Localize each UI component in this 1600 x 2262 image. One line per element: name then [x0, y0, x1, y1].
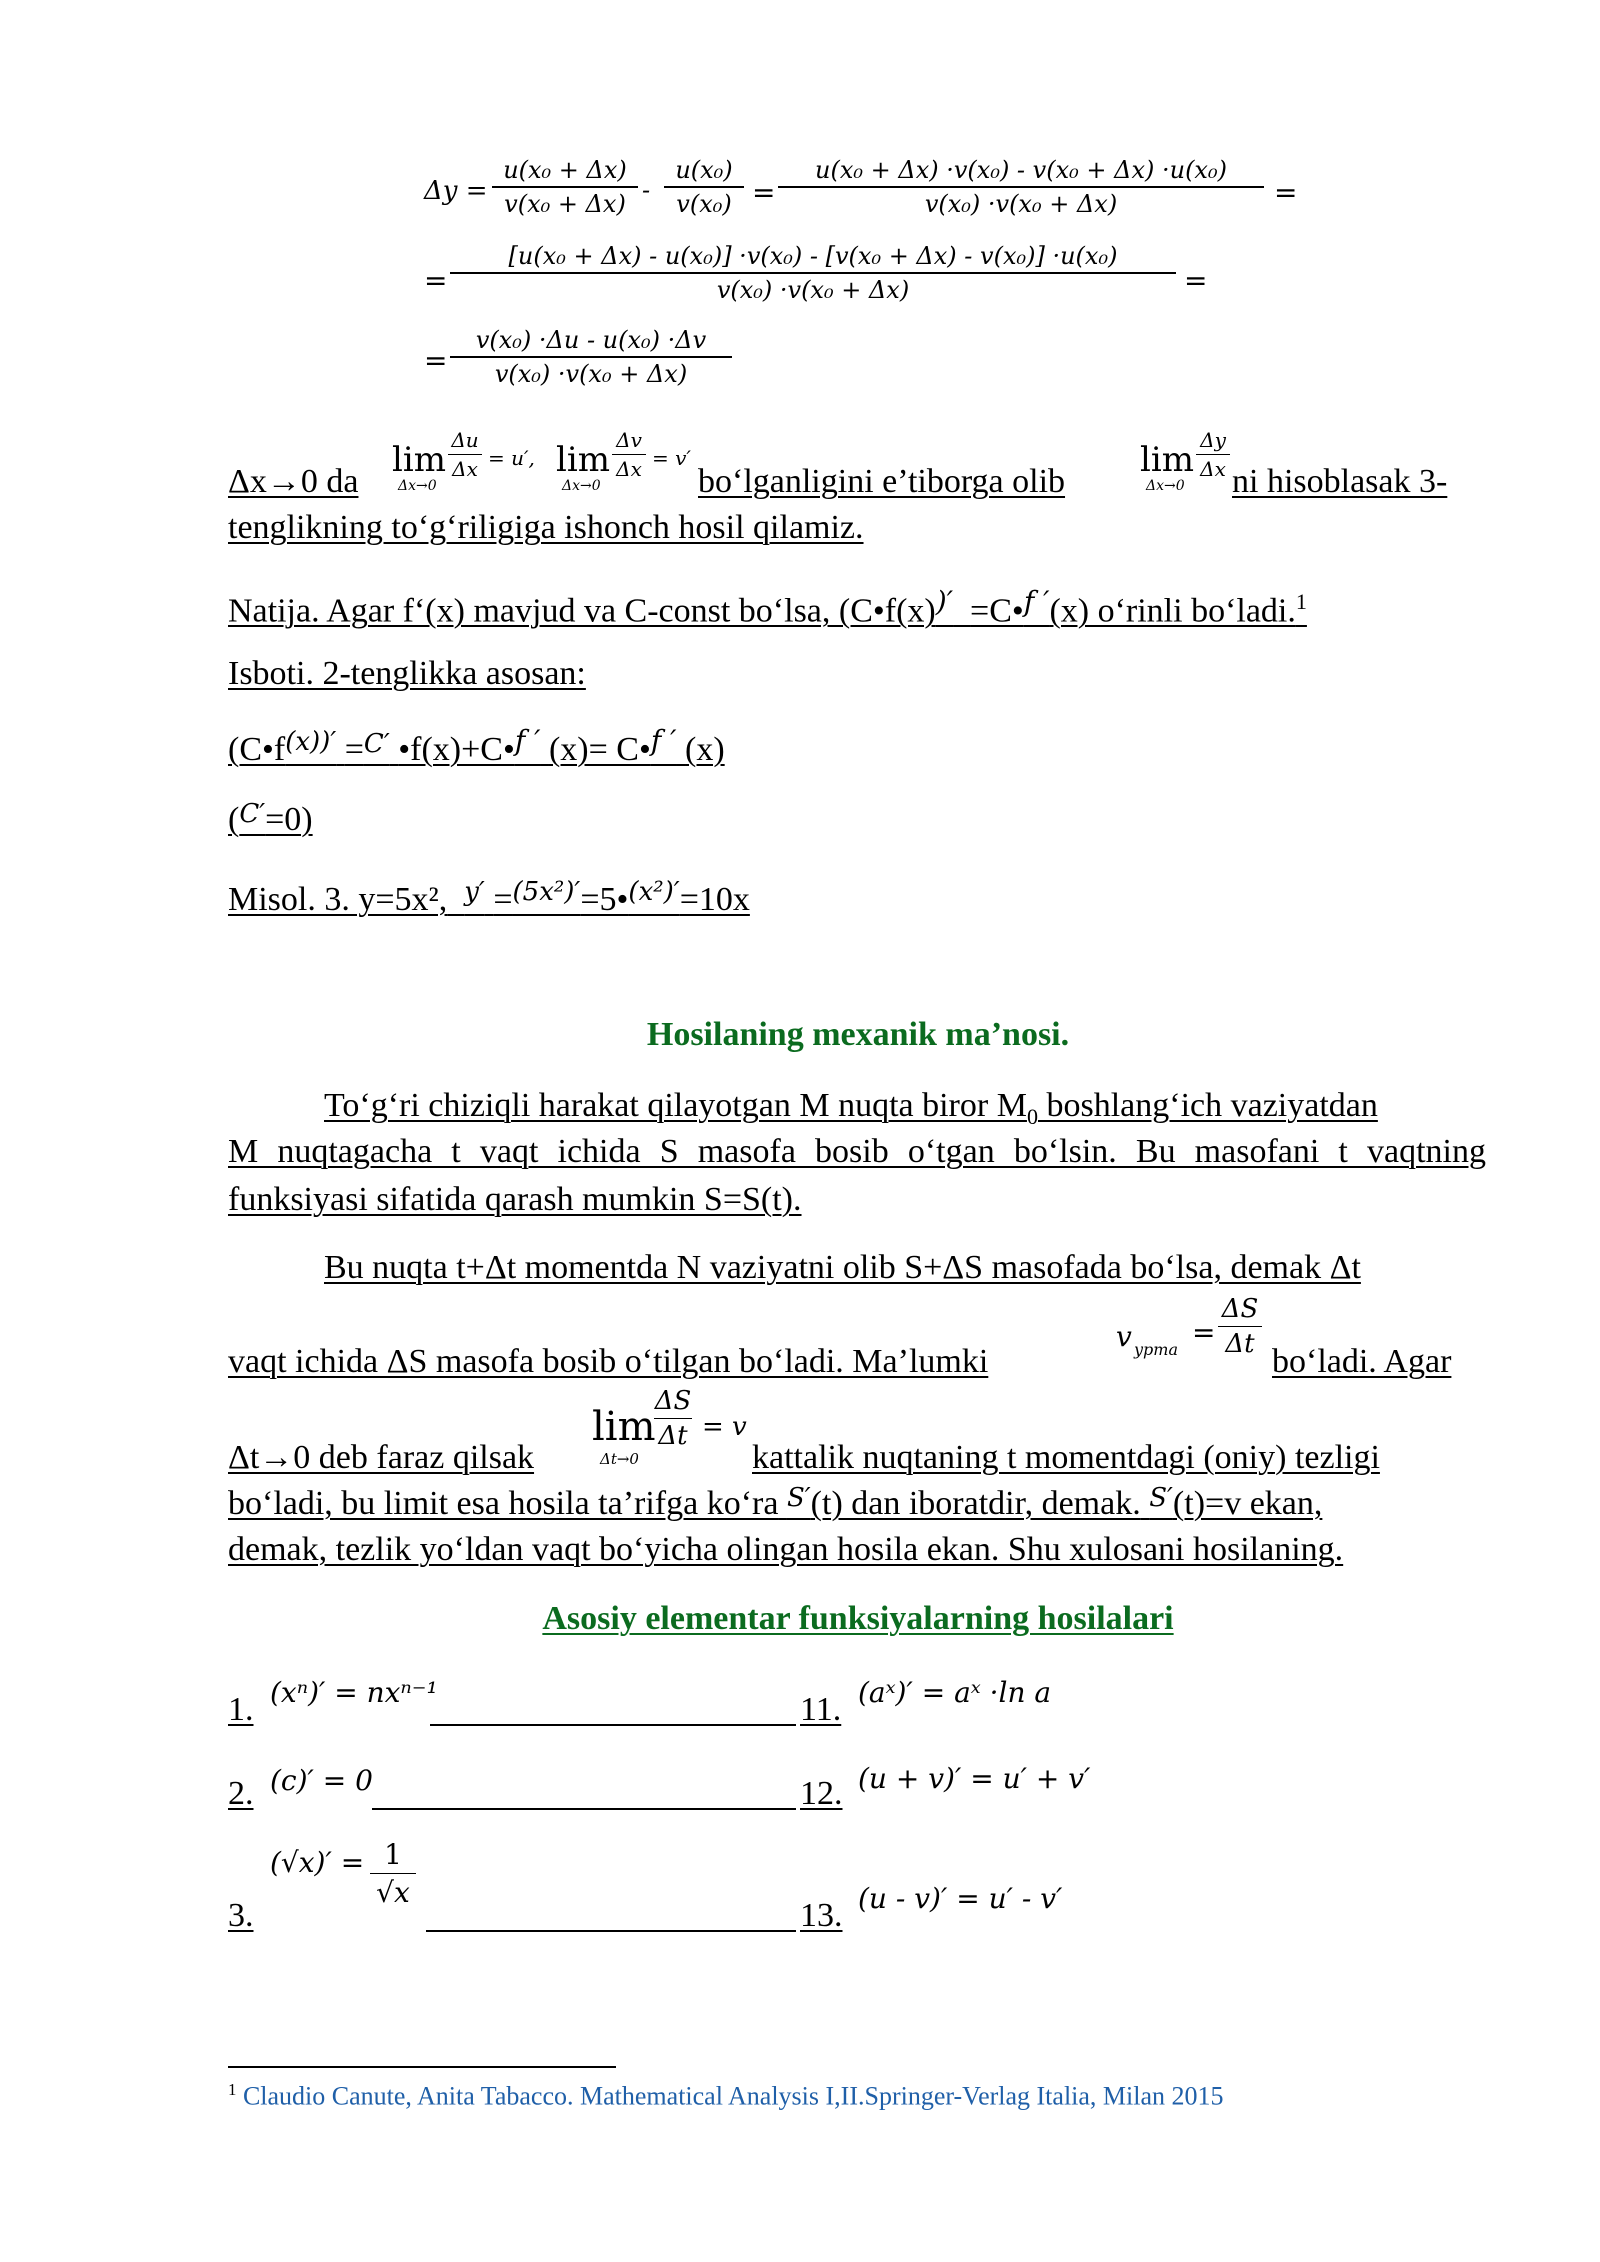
formula-1-fill-line: [430, 1724, 796, 1726]
formula-2-fill-line: [372, 1808, 796, 1810]
section-heading-elementary-derivatives: Asosiy elementar funksiyalarning hosilalari: [542, 1600, 1174, 1637]
lim-operator-3: lim: [1140, 440, 1194, 480]
delta-y-label: Δy =: [424, 176, 488, 206]
misol-line: Misol. 3. y=5x², $^{y'}$ =$^{(5x^2)'}$=5•$^{(x^2)'}$=10x: [228, 877, 750, 918]
formula-3-lhs: (√x)′ =: [270, 1846, 365, 1879]
lim-subscript-3: Δx→0: [1146, 478, 1185, 494]
formula-1: (xⁿ)′ = nxⁿ⁻¹: [270, 1676, 438, 1709]
fraction-2: u(x₀) v(x₀): [664, 156, 744, 218]
velocity-equals: =: [1192, 1316, 1216, 1349]
equals-2: =: [424, 264, 448, 297]
formula-11: (aˣ)′ = aˣ ·ln a: [858, 1676, 1052, 1709]
isboti-line: Isboti. 2-tenglikka asosan:: [228, 655, 586, 692]
formula-12: (u + v)′ = u′ + v′: [858, 1762, 1091, 1795]
limit-mid-text: bo‘lganligini e’tiborga olib: [698, 463, 1066, 500]
equals-end-2: =: [1184, 264, 1208, 297]
para2-line2-start: vaqt ichida ΔS masofa bosib o‘tilgan bo‘ladi. Ma’lumki: [228, 1343, 989, 1380]
lim-operator-4: lim: [592, 1404, 656, 1450]
lim-subscript-4: Δt→0: [600, 1450, 639, 1468]
formula-2-number: 2.: [228, 1775, 254, 1812]
minus-sign: -: [642, 176, 651, 204]
section-heading-mechanical-meaning: Hosilaning mexanik ma’nosi.: [646, 1016, 1070, 1053]
para1-line2: M nuqtagacha t vaqt ichida S masofa bosib o‘tgan bo‘lsin. Bu masofani t vaqtning: [228, 1133, 1486, 1170]
formula-12-number: 12.: [800, 1775, 843, 1812]
natija-line: Natija. Agar f‘(x) mavjud va C-const bo‘lsa, (C•f(x))′ =C•$^{f '}$(x) o‘rinli bo‘ladi.$^1$: [228, 585, 1307, 630]
formula-11-number: 11.: [800, 1691, 842, 1728]
limit-start-text: Δx→0 da: [228, 463, 359, 500]
fraction-1: u(x₀ + Δx) v(x₀ + Δx): [492, 156, 638, 218]
dy-over-dx: Δy Δx: [1196, 428, 1230, 481]
equals-end-1: =: [1274, 176, 1298, 209]
formula-3-number: 3.: [228, 1897, 254, 1934]
fraction-5: v(x₀) ·Δu - u(x₀) ·Δv v(x₀) ·v(x₀ + Δx): [450, 326, 732, 388]
footnote-reference[interactable]: 1: [1295, 589, 1307, 614]
formula-2: (c)′ = 0: [270, 1764, 373, 1797]
limit-end-text: ni hisoblasak 3-: [1232, 463, 1448, 500]
proof-line: ($C•f^{(x))'} =^{C'}$ •f(x)+C•$^{f '}$ (x)= C•$^{f '}$ (x): [228, 724, 725, 768]
ds-over-dt-limit: ΔS Δt: [654, 1386, 692, 1451]
formula-3-fraction: 1 √x: [370, 1838, 416, 1909]
para1-line1: To‘g‘ri chiziqli harakat qilayotgan M nuqta biror $M_0$ boshlang‘ich vaziyatdan: [324, 1087, 1378, 1129]
du-over-dx: Δu Δx: [448, 428, 482, 481]
para2-line3-start: Δt→0 deb faraz qilsak: [228, 1439, 535, 1476]
fraction-4: [u(x₀ + Δx) - u(x₀)] ·v(x₀) - [v(x₀ + Δx) - v(x₀)] ·u(x₀) v(x₀) ·v(x₀ + Δx): [450, 242, 1176, 304]
equals-3: =: [424, 344, 448, 377]
equals-u-prime: = u′,: [488, 446, 535, 470]
limit-equals-v: = v: [702, 1412, 747, 1442]
para1-line3: funksiyasi sifatida qarash mumkin S=S(t).: [228, 1181, 802, 1218]
lim-subscript-2: Δx→0: [562, 478, 601, 494]
lim-subscript-1: Δx→0: [398, 478, 437, 494]
fraction-3: u(x₀ + Δx) ·v(x₀) - v(x₀ + Δx) ·u(x₀) v(x₀) ·v(x₀ + Δx): [778, 156, 1264, 218]
para2-line3-end: kattalik nuqtaning t momentdagi (oniy) tezligi: [752, 1439, 1380, 1476]
para2-line1: Bu nuqta t+Δt momentda N vaziyatni olib S+ΔS masofada bo‘lsa, demak Δt: [324, 1249, 1361, 1286]
lim-operator-1: lim: [392, 440, 446, 480]
velocity-subscript: ypma: [1134, 1340, 1178, 1359]
equals-v-prime: = v′: [652, 446, 691, 470]
formula-13-number: 13.: [800, 1897, 843, 1934]
footnote: [228, 2080, 1224, 2112]
ds-over-dt: ΔS Δt: [1218, 1294, 1262, 1359]
velocity-symbol: v: [1116, 1320, 1132, 1353]
dv-over-dx: Δv Δx: [612, 428, 646, 481]
equals-1: =: [752, 176, 776, 209]
footnote-separator: [228, 2066, 616, 2068]
limit-line-2: tenglikning to‘g‘riligiga ishonch hosil qilamiz.: [228, 509, 864, 546]
footnote-mark: 1: [228, 2080, 237, 2099]
para2-line2-end: bo‘ladi. Agar: [1272, 1343, 1452, 1380]
c-prime-line: ($^{C'}$=0): [228, 799, 313, 838]
footnote-text: Claudio Canute, Anita Tabacco. Mathematical Analysis I,II.Springer-Verlag Italia, Milan 2015: [242, 2081, 1224, 2111]
formula-13: (u - v)′ = u′ - v′: [858, 1882, 1063, 1915]
lim-operator-2: lim: [556, 440, 610, 480]
formula-3-fill-line: [426, 1930, 796, 1932]
para2-line5: demak, tezlik yo‘ldan vaqt bo‘yicha olingan hosila ekan. Shu xulosani hosilaning.: [228, 1531, 1344, 1568]
formula-1-number: 1.: [228, 1691, 254, 1728]
para2-line4: bo‘ladi, bu limit esa hosila ta’rifga ko‘ra $^{S'}$(t) dan iboratdir, demak. $^{S'}$(t)=v ekan,: [228, 1483, 1323, 1522]
